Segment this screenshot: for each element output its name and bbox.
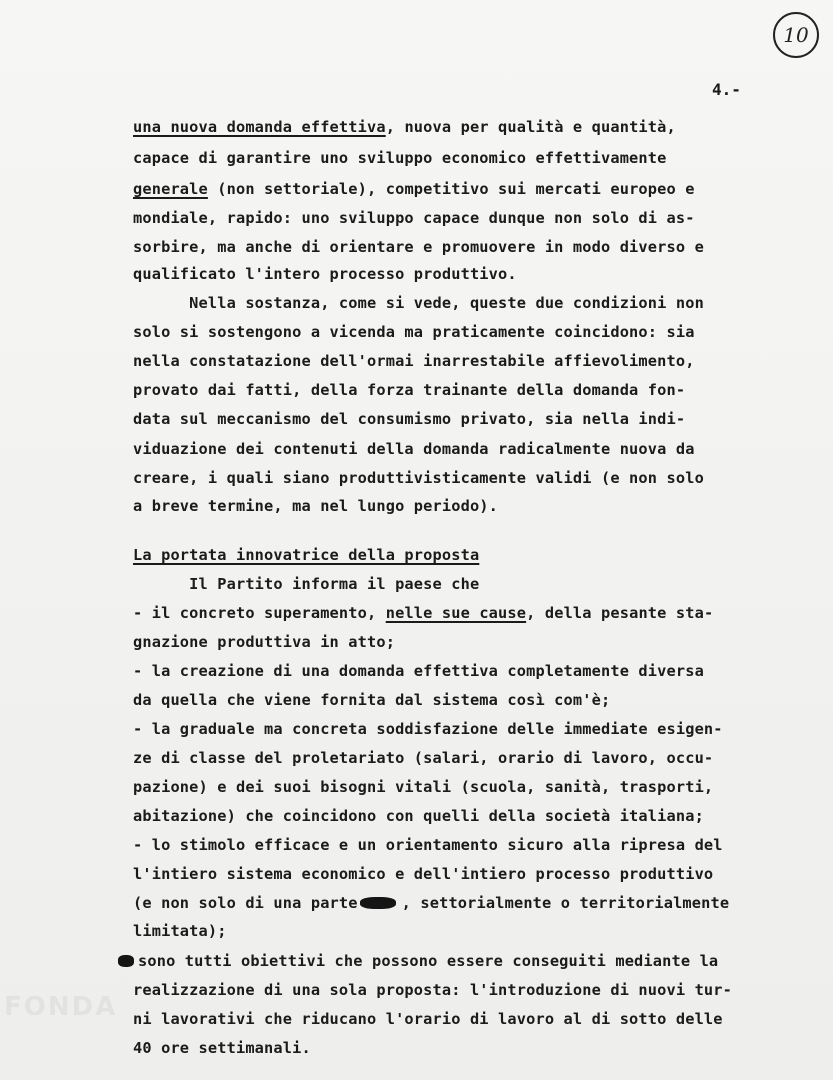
section-heading: La portata innovatrice della proposta [133, 546, 480, 564]
text-line: realizzazione di una sola proposta: l'introduzione di nuovi tur- [133, 981, 733, 999]
page-marker-stamp [773, 12, 819, 58]
text-line: sorbire, ma anche di orientare e promuovere in modo diverso e [133, 238, 704, 256]
text-line: da quella che viene fornita dal sistema così com'è; [133, 691, 611, 709]
text-line: limitata); [133, 922, 227, 940]
list-item: - lo stimolo efficace e un orientamento sicuro alla ripresa del [133, 836, 723, 854]
archive-watermark: FONDA [4, 992, 118, 1022]
page-marker-number: 10 [783, 23, 809, 47]
underlined-phrase: nelle sue cause [385, 604, 527, 622]
page-number: 4.- [712, 80, 741, 99]
text-line: ze di classe del proletariato (salari, orario di lavoro, occu- [133, 749, 714, 767]
text-line: (e non solo di una parte , settorialmente o territorialmente [133, 894, 730, 912]
list-item: - la creazione di una domanda effettiva completamente diversa [133, 662, 704, 680]
text-line: una nuova domanda effettiva, nuova per qualità e quantità, [133, 118, 676, 136]
list-item: - la graduale ma concreta soddisfazione delle immediate esigen- [133, 720, 723, 738]
text-line: l'intiero sistema economico e dell'intiero processo produttivo [133, 865, 714, 883]
text-line: gnazione produttiva in atto; [133, 633, 396, 651]
text-line: solo si sostengono a vicenda ma praticamente coincidono: sia [133, 323, 695, 341]
text-line: capace di garantire uno sviluppo economico effettivamente [133, 149, 667, 167]
text-line: Il Partito informa il paese che [133, 575, 480, 593]
text-line: sono tutti obiettivi che possono essere conseguiti mediante la [118, 952, 718, 970]
strikeout-blot [118, 955, 134, 967]
underlined-phrase: generale [133, 180, 208, 198]
text-line: a breve termine, ma nel lungo periodo). [133, 497, 499, 515]
text-line: pazione) e dei suoi bisogni vitali (scuola, sanità, trasporti, [133, 778, 714, 796]
text-line: provato dai fatti, della forza trainante della domanda fon- [133, 381, 686, 399]
text-line: creare, i quali siano produttivisticamente validi (e non solo [133, 469, 704, 487]
list-item: - il concreto superamento, nelle sue cause, della pesante sta- [133, 604, 714, 622]
text-line: ni lavorativi che riducano l'orario di lavoro al di sotto delle [133, 1010, 723, 1028]
text-line: 40 ore settimanali. [133, 1039, 311, 1057]
text-line: data sul meccanismo del consumismo privato, sia nella indi- [133, 410, 686, 428]
text-line: generale (non settoriale), competitivo sui mercati europeo e [133, 180, 695, 198]
text-line: mondiale, rapido: uno sviluppo capace dunque non solo di as- [133, 209, 695, 227]
text-line: nella constatazione dell'ormai inarrestabile affievolimento, [133, 352, 695, 370]
text-line: qualificato l'intero processo produttivo. [133, 265, 517, 283]
underlined-phrase: una nuova domanda effettiva [133, 118, 386, 136]
strikeout-blot [360, 897, 396, 909]
text-line: abitazione) che coincidono con quelli della società italiana; [133, 807, 704, 825]
text-line: Nella sostanza, come si vede, queste due condizioni non [133, 294, 704, 312]
text-line: viduazione dei contenuti della domanda radicalmente nuova da [133, 440, 695, 458]
